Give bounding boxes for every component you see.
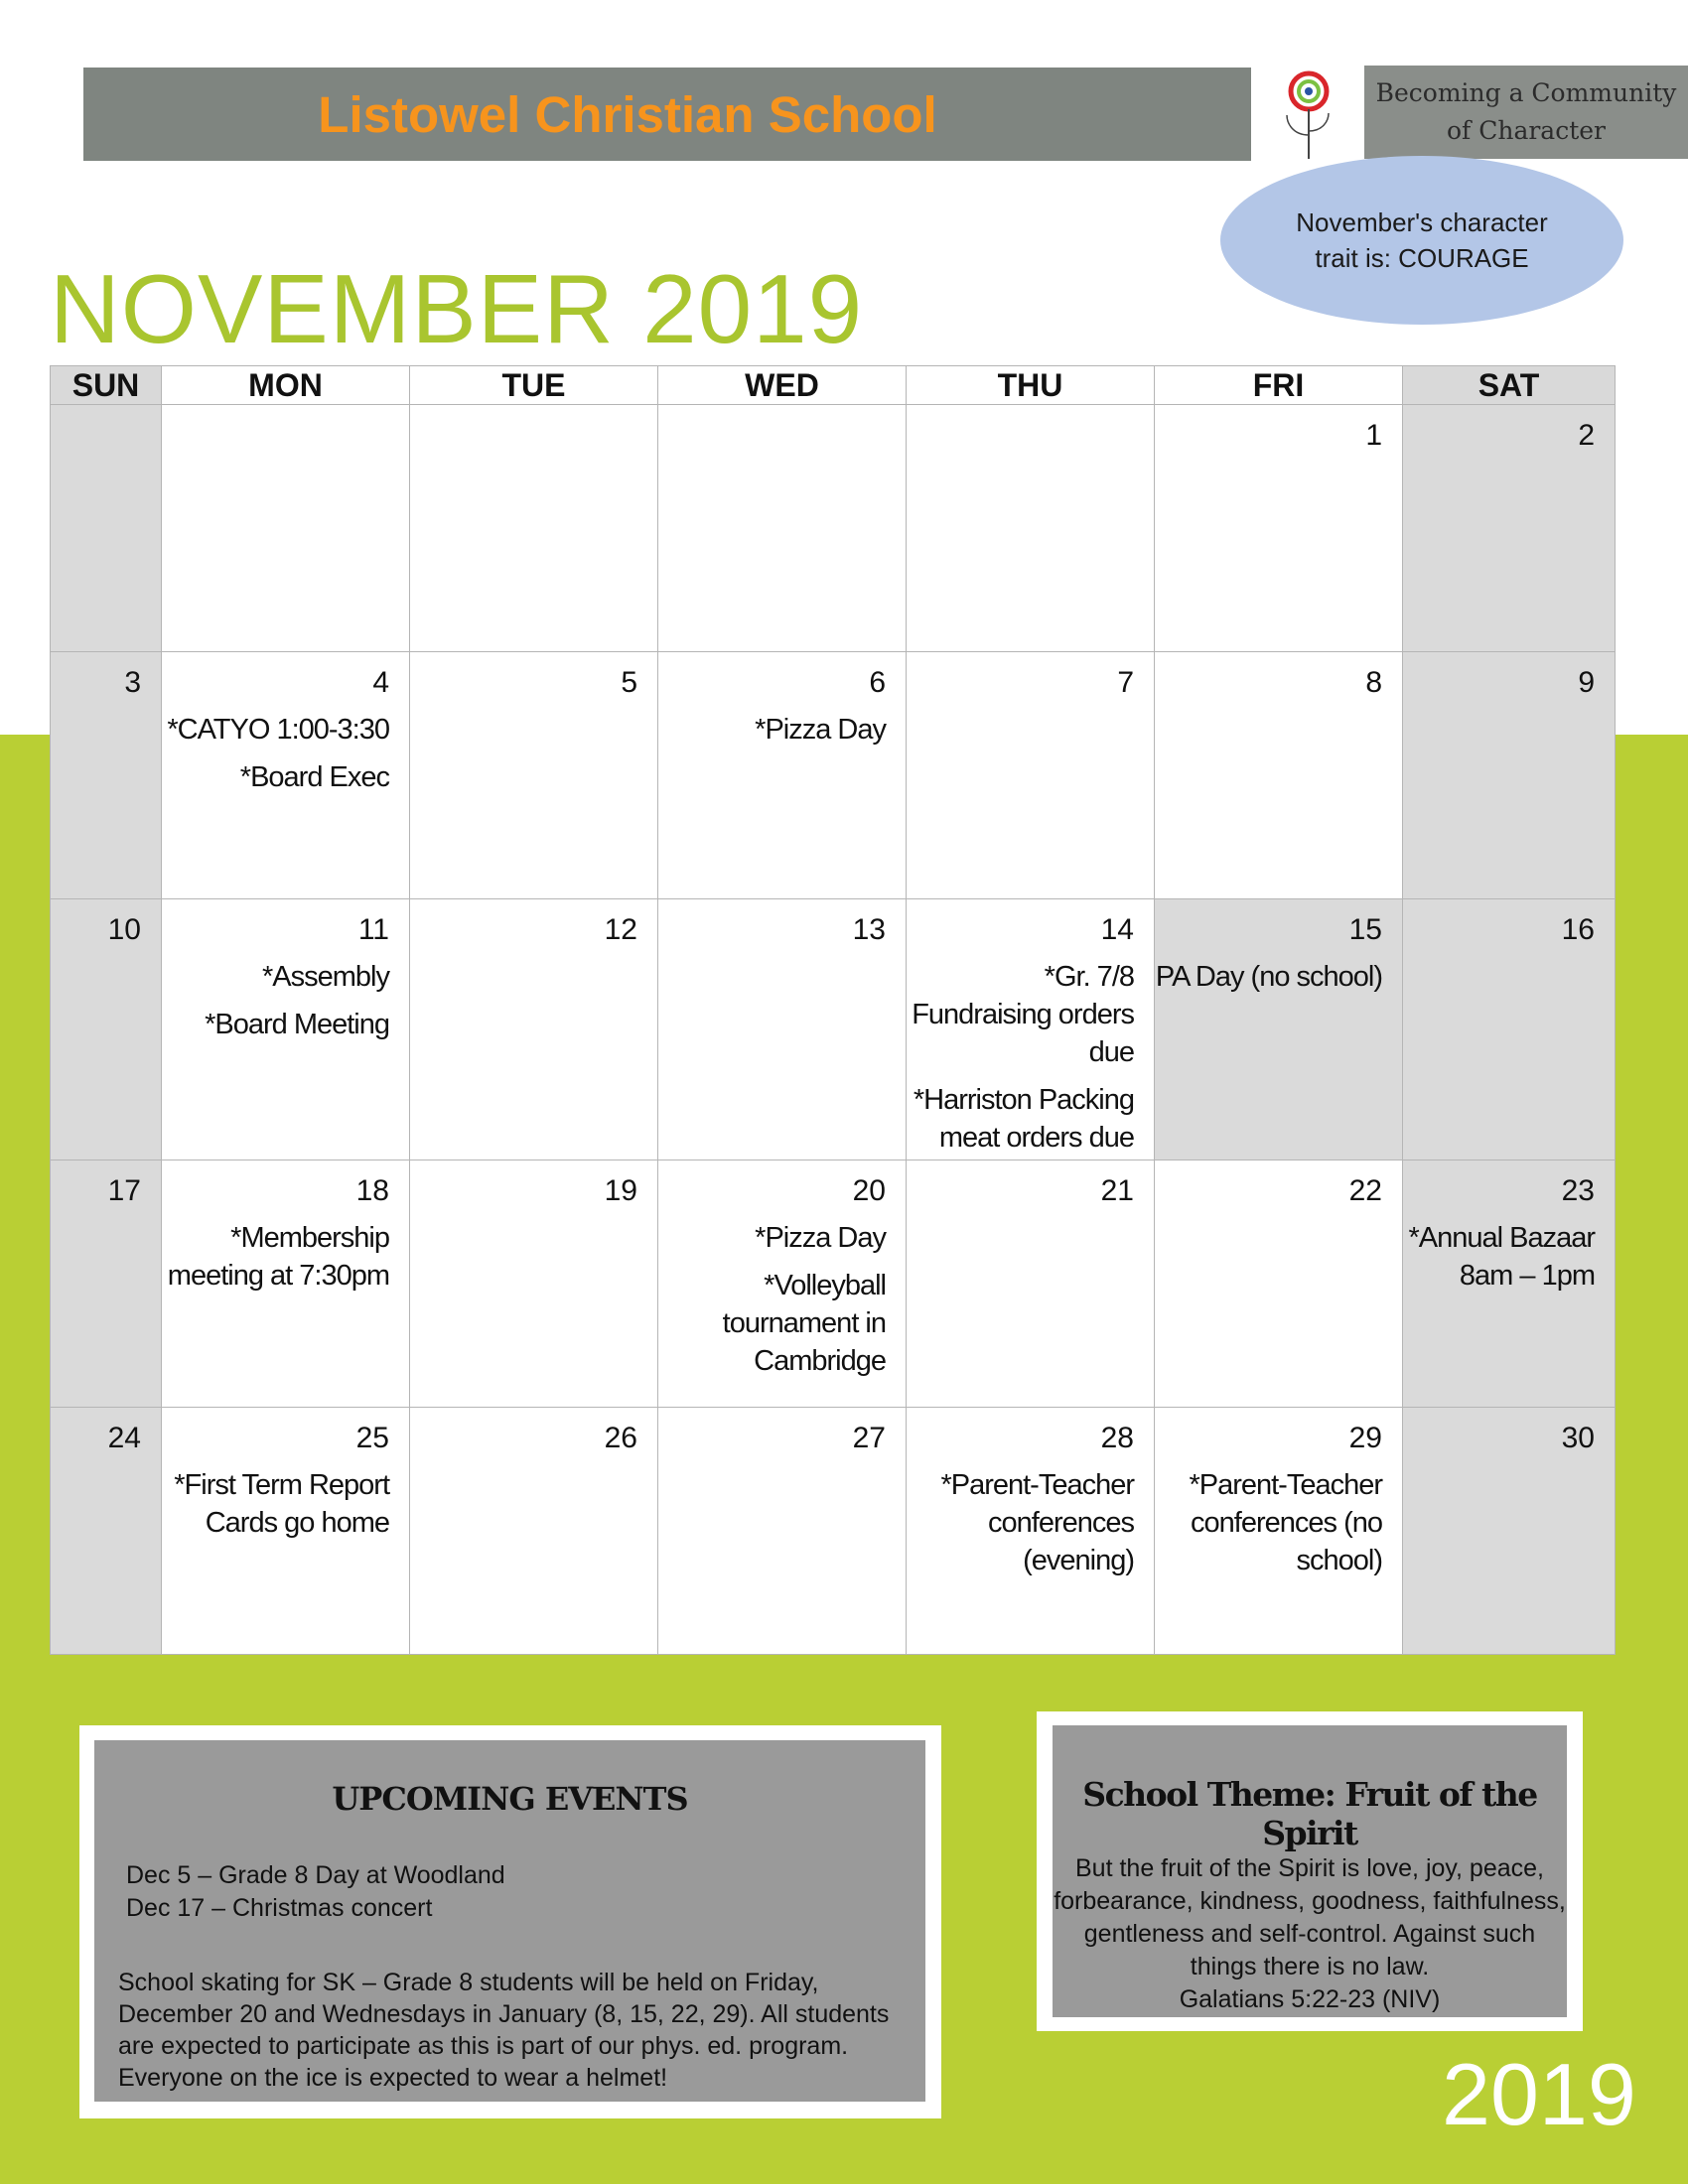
calendar-event: *Board Meeting [205, 1009, 389, 1040]
calendar-day-cell [658, 1408, 907, 1655]
motto-line-2: of Character [1446, 116, 1607, 145]
day-number: 12 [604, 913, 637, 946]
motto-box [1364, 66, 1688, 159]
calendar-day-cell [907, 1160, 1155, 1408]
calendar-day-cell [658, 1160, 907, 1408]
header-bar [83, 68, 1251, 161]
calendar-day-cell [410, 1408, 658, 1655]
day-number: 13 [852, 913, 886, 946]
calendar-day-cell [162, 899, 410, 1160]
weekday-header-row [51, 366, 1616, 405]
calendar-day-cell [1155, 899, 1403, 1160]
logo-icon [1253, 66, 1362, 163]
calendar-day-cell [51, 1160, 162, 1408]
day-number: 25 [355, 1422, 389, 1454]
calendar-day-cell [1403, 1408, 1616, 1655]
calendar-event: PA Day (no school) [1155, 961, 1382, 993]
calendar-day-cell [410, 405, 658, 652]
weekday-header: FRI [1155, 366, 1403, 405]
school-theme-title: School Theme: Fruit of the Spirit [1082, 1775, 1537, 1852]
motto-line-1: Becoming a Community [1375, 78, 1677, 107]
calendar-day-cell [658, 405, 907, 652]
upcoming-event-item: Dec 5 – Grade 8 Day at Woodland [126, 1861, 505, 1889]
day-number: 18 [355, 1174, 389, 1207]
day-number: 22 [1348, 1174, 1382, 1207]
school-theme-panel [1037, 1711, 1583, 2031]
calendar-event: *Gr. 7/8 Fundraising orders due [912, 961, 1134, 1068]
day-number: 2 [1578, 419, 1595, 452]
calendar-day-cell [658, 652, 907, 899]
skating-notice: School skating for SK – Grade 8 students will be held on Friday, December 20 and Wednesdays in January (8, 15, 22, 29). All students are expected to participate as this is part of our phys. ed. program. Everyone on the ice is expected to wear a helmet! [118, 1969, 890, 2092]
upcoming-event-item: Dec 17 – Christmas concert [126, 1894, 433, 1922]
day-number: 17 [107, 1174, 141, 1207]
weekday-header: SUN [51, 366, 162, 405]
calendar-day-cell [658, 899, 907, 1160]
calendar-week-row [51, 1408, 1616, 1655]
weekday-header: THU [907, 366, 1155, 405]
calendar-event: *CATYO 1:00-3:30 [167, 714, 389, 746]
calendar-day-cell [162, 652, 410, 899]
day-number: 9 [1578, 666, 1595, 699]
calendar-event: *Membership meeting at 7:30pm [167, 1222, 389, 1292]
calendar-event: *Harriston Packing meat orders due [913, 1084, 1134, 1154]
upcoming-events-list [126, 1859, 505, 1925]
calendar-day-cell [51, 405, 162, 652]
calendar-day-cell [162, 405, 410, 652]
upcoming-events-title: UPCOMING EVENTS [332, 1780, 688, 1818]
school-theme-verse [1053, 1852, 1567, 2016]
day-number: 20 [852, 1174, 886, 1207]
day-number: 5 [621, 666, 637, 699]
calendar-event: *Pizza Day [755, 1222, 886, 1254]
trait-line-2: trait is: COURAGE [1315, 243, 1529, 273]
upcoming-events-inner [94, 1740, 925, 2102]
day-number: 11 [357, 913, 389, 946]
school-theme-inner [1053, 1725, 1567, 2017]
day-number: 27 [852, 1422, 886, 1454]
day-number: 8 [1365, 666, 1382, 699]
day-number: 3 [124, 666, 141, 699]
school-name: Listowel Christian School [318, 85, 937, 143]
day-number: 7 [1117, 666, 1134, 699]
verse-reference: Galatians 5:22-23 (NIV) [1179, 1985, 1441, 2013]
calendar-event: *Volleyball tournament in Cambridge [722, 1270, 886, 1377]
calendar-day-cell [1155, 652, 1403, 899]
day-number: 15 [1348, 913, 1382, 946]
month-title: NOVEMBER 2019 [50, 254, 864, 363]
character-trait-bubble [1220, 156, 1623, 325]
calendar-day-cell [162, 1408, 410, 1655]
day-number: 29 [1348, 1422, 1382, 1454]
day-number: 10 [107, 913, 141, 946]
day-number: 24 [107, 1422, 141, 1454]
calendar-day-cell [1403, 405, 1616, 652]
calendar-week-row [51, 652, 1616, 899]
day-number: 28 [1100, 1422, 1134, 1454]
calendar-day-cell [410, 899, 658, 1160]
calendar-event: *Parent-Teacher conferences (evening) [940, 1469, 1134, 1576]
calendar-event: *Board Exec [239, 761, 389, 793]
calendar-day-cell [410, 1160, 658, 1408]
calendar-day-cell [51, 899, 162, 1160]
day-number: 6 [869, 666, 886, 699]
calendar-day-cell [907, 652, 1155, 899]
footer-year: 2019 [1442, 2045, 1636, 2143]
trait-line-1: November's character [1296, 207, 1548, 237]
calendar-day-cell [1155, 405, 1403, 652]
weekday-header: SAT [1403, 366, 1616, 405]
month-calendar [50, 365, 1616, 1655]
day-number: 30 [1561, 1422, 1595, 1454]
calendar-event: *Pizza Day [755, 714, 886, 746]
day-number: 23 [1561, 1174, 1595, 1207]
calendar-event: *First Term Report Cards go home [174, 1469, 389, 1539]
day-number: 14 [1100, 913, 1134, 946]
calendar-day-cell [907, 405, 1155, 652]
calendar-day-cell [907, 1408, 1155, 1655]
calendar-week-row [51, 1160, 1616, 1408]
calendar-event: *Assembly [262, 961, 389, 993]
day-number: 16 [1561, 913, 1595, 946]
calendar-event: *Parent-Teacher conferences (no school) [1189, 1469, 1382, 1576]
weekday-header: TUE [410, 366, 658, 405]
day-number: 1 [1365, 419, 1382, 452]
calendar-day-cell [1403, 652, 1616, 899]
calendar-event: *Annual Bazaar 8am – 1pm [1408, 1222, 1595, 1292]
calendar-day-cell [51, 1408, 162, 1655]
calendar-day-cell [1155, 1160, 1403, 1408]
weekday-header: MON [162, 366, 410, 405]
calendar-day-cell [907, 899, 1155, 1160]
upcoming-events-panel [79, 1725, 941, 2118]
calendar-day-cell [1403, 1160, 1616, 1408]
calendar-day-cell [1403, 899, 1616, 1160]
day-number: 26 [604, 1422, 637, 1454]
day-number: 4 [372, 666, 389, 699]
calendar-day-cell [51, 652, 162, 899]
community-of-character-logo [1253, 66, 1362, 163]
weekday-header: WED [658, 366, 907, 405]
calendar-day-cell [410, 652, 658, 899]
calendar-week-row [51, 899, 1616, 1160]
day-number: 21 [1100, 1174, 1134, 1207]
calendar-day-cell [1155, 1408, 1403, 1655]
calendar-day-cell [162, 1160, 410, 1408]
verse-text: But the fruit of the Spirit is love, joy, peace, forbearance, kindness, goodness, faithfulness, gentleness and self-control. Against such things there is no law. [1054, 1854, 1566, 1980]
calendar-week-row [51, 405, 1616, 652]
day-number: 19 [604, 1174, 637, 1207]
